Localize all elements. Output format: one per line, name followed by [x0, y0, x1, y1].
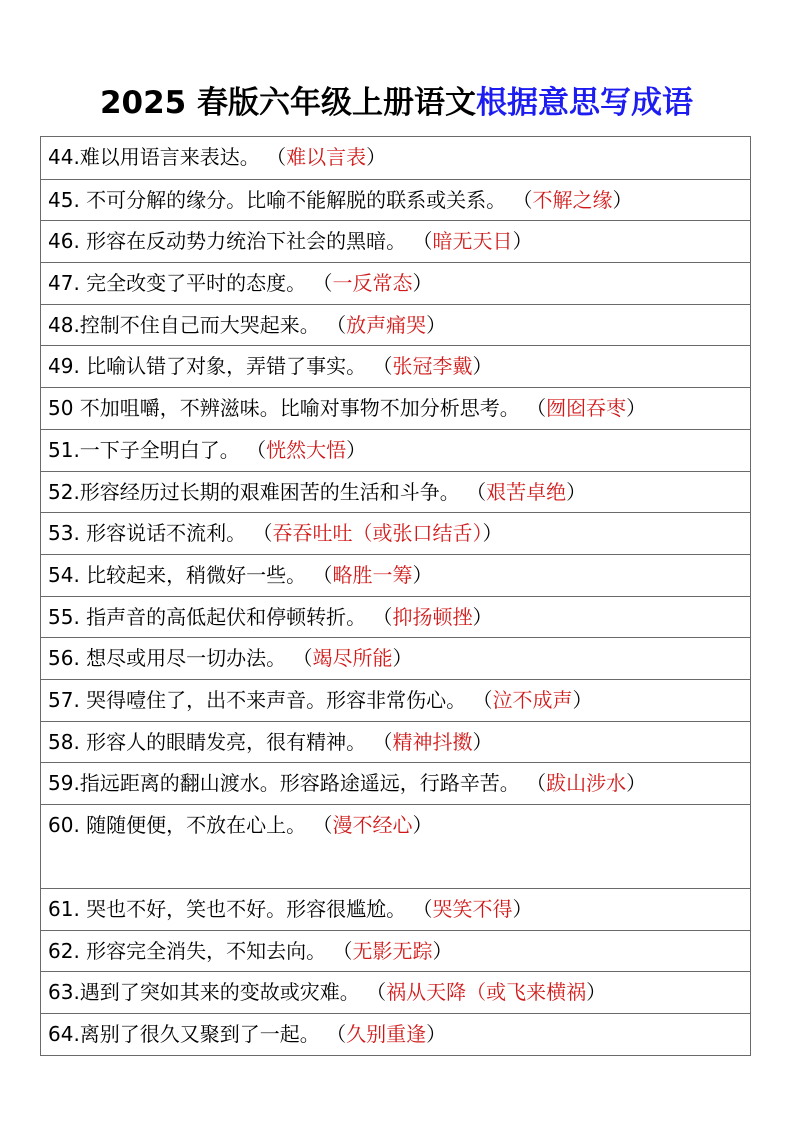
question: 45. 不可分解的缘分。比喻不能解脱的联系或关系。 — [48, 187, 507, 212]
answer: 囫囵吞枣 — [546, 396, 627, 421]
question: 59.指远距离的翻山渡水。形容路途遥远，行路辛苦。 — [48, 771, 520, 796]
table-row: 48.控制不住自己而大哭起来。 （放声痛哭） — [41, 304, 750, 346]
answer: 抑扬顿挫 — [392, 604, 473, 629]
answer: 吞吞吐吐（或张口结舌） — [272, 521, 483, 546]
table-row: 45. 不可分解的缘分。比喻不能解脱的联系或关系。 （不解之缘） — [41, 179, 750, 221]
table-row: 63.遇到了突如其来的变故或灾难。 （祸从天降（或飞来横祸） — [41, 971, 750, 1013]
question: 60. 随随便便，不放在心上。 — [48, 813, 307, 837]
table-row: 52.形容经历过长期的艰难困苦的生活和斗争。 （艰苦卓绝） — [41, 471, 750, 513]
answer: 久别重逢 — [346, 1022, 427, 1047]
answer: 难以言表 — [286, 145, 367, 169]
table-row: 44.难以用语言来表达。 （难以言表） — [48, 145, 387, 169]
question: 56. 想尽或用尽一切办法。 — [48, 646, 287, 671]
page-title — [0, 80, 793, 126]
question: 48.控制不住自己而大哭起来。 — [48, 312, 320, 337]
table-row: 51.一下子全明白了。 （恍然大悟） — [41, 429, 750, 471]
question: 64.离别了很久又聚到了一起。 — [48, 1022, 320, 1047]
table-row: 62. 形容完全消失，不知去向。 （无影无踪） — [41, 930, 750, 972]
question: 52.形容经历过长期的艰难困苦的生活和斗争。 — [48, 479, 460, 504]
table-row: 61. 哭也不好，笑也不好。形容很尴尬。 （哭笑不得） — [41, 888, 750, 930]
question: 49. 比喻认错了对象，弄错了事实。 — [48, 354, 367, 379]
table-row: 57. 哭得噎住了，出不来声音。形容非常伤心。 （泣不成声） — [41, 679, 750, 721]
answer: 一反常态 — [332, 271, 413, 296]
question: 46. 形容在反动势力统治下社会的黑暗。 — [48, 229, 407, 254]
answer: 漫不经心 — [332, 813, 413, 837]
answer: 放声痛哭 — [346, 312, 427, 337]
table-row: 58. 形容人的眼睛发亮，很有精神。 （精神抖擞） — [41, 721, 750, 763]
answer: 略胜一筹 — [332, 562, 413, 587]
answer: 艰苦卓绝 — [486, 479, 567, 504]
idiom-table — [40, 136, 751, 1056]
title-accent: 根据意思写成语 — [476, 85, 694, 121]
table-row: 53. 形容说话不流利。 （吞吞吐吐（或张口结舌）） — [41, 512, 750, 554]
answer: 无影无踪 — [352, 938, 433, 963]
answer: 跋山涉水 — [546, 771, 627, 796]
answer: 张冠李戴 — [392, 354, 473, 379]
table-row: 54. 比较起来，稍微好一些。 （略胜一筹） — [41, 554, 750, 596]
question: 53. 形容说话不流利。 — [48, 521, 247, 546]
answer: 恍然大悟 — [266, 437, 347, 462]
answer: 哭笑不得 — [432, 897, 513, 921]
table-row: 59.指远距离的翻山渡水。形容路途遥远，行路辛苦。 （跋山涉水） — [41, 762, 750, 804]
question: 50 不加咀嚼，不辨滋味。比喻对事物不加分析思考。 — [48, 396, 520, 421]
table-row: 46. 形容在反动势力统治下社会的黑暗。 （暗无天日） — [41, 220, 750, 262]
question: 55. 指声音的高低起伏和停顿转折。 — [48, 604, 367, 629]
answer: 祸从天降（或飞来横祸 — [386, 980, 587, 1005]
table-row: 50 不加咀嚼，不辨滋味。比喻对事物不加分析思考。 （囫囵吞枣） — [41, 387, 750, 429]
table-row: 49. 比喻认错了对象，弄错了事实。 （张冠李戴） — [41, 345, 750, 387]
answer: 泣不成声 — [492, 687, 573, 712]
question: 51.一下子全明白了。 — [48, 437, 240, 462]
question: 57. 哭得噎住了，出不来声音。形容非常伤心。 — [48, 687, 467, 712]
table-row: 60. 随随便便，不放在心上。 （漫不经心） — [41, 804, 750, 888]
question: 61. 哭也不好，笑也不好。形容很尴尬。 — [48, 897, 407, 921]
question: 58. 形容人的眼睛发亮，很有精神。 — [48, 729, 367, 754]
answer: 不解之缘 — [532, 187, 613, 212]
table-row: 56. 想尽或用尽一切办法。 （竭尽所能） — [41, 637, 750, 679]
table-row: 64.离别了很久又聚到了一起。 （久别重逢） — [41, 1013, 750, 1055]
question: 44.难以用语言来表达。 — [48, 145, 260, 169]
question: 54. 比较起来，稍微好一些。 — [48, 562, 307, 587]
answer: 暗无天日 — [432, 229, 513, 254]
question: 62. 形容完全消失，不知去向。 — [48, 938, 327, 963]
table-row: 55. 指声音的高低起伏和停顿转折。 （抑扬顿挫） — [41, 596, 750, 638]
question: 47. 完全改变了平时的态度。 — [48, 271, 307, 296]
title-black: 2025 春版六年级上册语文 — [99, 85, 477, 121]
question: 63.遇到了突如其来的变故或灾难。 — [48, 980, 360, 1005]
answer: 竭尽所能 — [312, 646, 393, 671]
answer: 精神抖擞 — [392, 729, 473, 754]
table-row: 47. 完全改变了平时的态度。 （一反常态） — [41, 262, 750, 304]
